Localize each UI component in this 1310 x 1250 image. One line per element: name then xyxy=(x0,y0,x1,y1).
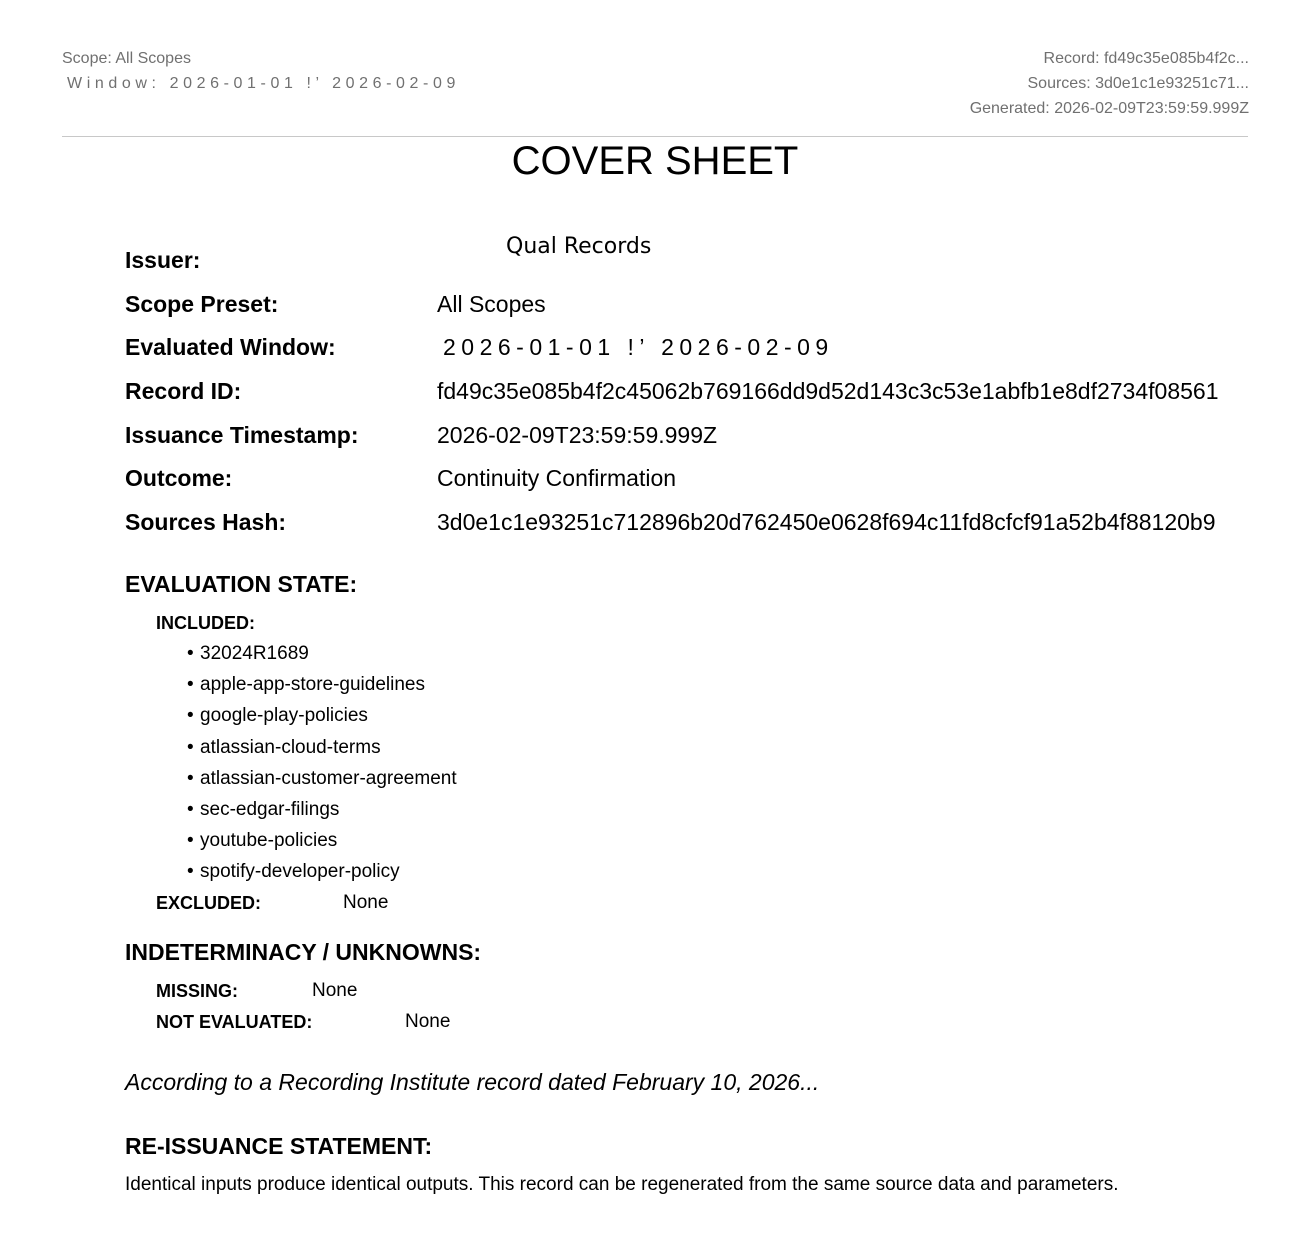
bullet-icon: • xyxy=(187,830,194,852)
bullet-icon: • xyxy=(187,798,194,820)
evaluated-window-value: 2026-01-01 !’ 2026-02-09 xyxy=(443,334,834,360)
narrative-text: According to a Recording Institute record dated February 10, 2026... xyxy=(125,1069,820,1095)
reissuance-text: Identical inputs produce identical outputs. This record can be regenerated from the same source data and parameters. xyxy=(125,1174,1119,1195)
header-right xyxy=(970,46,1249,121)
bullet-icon: • xyxy=(187,736,194,758)
list-item xyxy=(187,768,457,799)
list-item xyxy=(187,705,457,736)
missing-value: None xyxy=(312,980,358,1001)
header-sources: Sources: 3d0e1c1e93251c71... xyxy=(1027,75,1249,92)
list-item xyxy=(187,861,457,892)
issuer-value: Qual Records xyxy=(506,234,652,259)
header-record: Record: fd49c35e085b4f2c... xyxy=(1043,50,1249,67)
bullet-icon: • xyxy=(187,705,194,727)
bullet-icon: • xyxy=(187,861,194,883)
bullet-icon: • xyxy=(187,674,194,696)
bullet-icon: • xyxy=(187,767,194,789)
list-item xyxy=(187,737,457,768)
included-list xyxy=(187,643,457,893)
scope-preset-value: All Scopes xyxy=(437,291,546,317)
included-item: atlassian-customer-agreement xyxy=(200,767,457,789)
header-divider xyxy=(62,136,1248,137)
included-item: atlassian-cloud-terms xyxy=(200,736,381,758)
outcome-label: Outcome: xyxy=(125,465,233,491)
issuer-label: Issuer: xyxy=(125,247,201,273)
missing-label: MISSING: xyxy=(156,981,239,1001)
included-label: INCLUDED: xyxy=(156,613,255,633)
included-item: spotify-developer-policy xyxy=(200,861,400,883)
issuance-timestamp-label: Issuance Timestamp: xyxy=(125,422,359,448)
included-item: google-play-policies xyxy=(200,705,368,727)
header-left xyxy=(62,46,460,96)
list-item xyxy=(187,674,457,705)
included-item: sec-edgar-filings xyxy=(200,798,340,820)
evaluation-state-heading: EVALUATION STATE: xyxy=(125,571,358,597)
header-scope: Scope: All Scopes xyxy=(62,50,191,67)
list-item xyxy=(187,799,457,830)
evaluated-window-label: Evaluated Window: xyxy=(125,334,336,360)
scope-preset-label: Scope Preset: xyxy=(125,291,279,317)
issuance-timestamp-value: 2026-02-09T23:59:59.999Z xyxy=(437,422,718,448)
excluded-label: EXCLUDED: xyxy=(156,893,262,913)
excluded-value: None xyxy=(343,892,389,913)
list-item xyxy=(187,643,457,674)
reissuance-heading: RE-ISSUANCE STATEMENT: xyxy=(125,1133,433,1159)
record-id-label: Record ID: xyxy=(125,378,242,404)
sources-hash-label: Sources Hash: xyxy=(125,509,287,535)
outcome-value: Continuity Confirmation xyxy=(437,465,677,491)
included-item: youtube-policies xyxy=(200,830,338,852)
list-item xyxy=(187,830,457,861)
record-id-value: fd49c35e085b4f2c45062b769166dd9d52d143c3c53e1abfb1e8df2734f08561 xyxy=(437,378,1219,404)
not-evaluated-label: NOT EVALUATED: xyxy=(156,1012,313,1032)
bullet-icon: • xyxy=(187,643,194,664)
header-window: Window: 2026-01-01 !’ 2026-02-09 xyxy=(67,75,460,92)
not-evaluated-value: None xyxy=(405,1011,451,1032)
included-item: apple-app-store-guidelines xyxy=(200,674,425,696)
header-generated: Generated: 2026-02-09T23:59:59.999Z xyxy=(969,100,1249,117)
page-title: COVER SHEET xyxy=(511,139,799,183)
sources-hash-value: 3d0e1c1e93251c712896b20d762450e0628f694c11fd8cfcf91a52b4f88120b9 xyxy=(437,509,1216,535)
indeterminacy-heading: INDETERMINACY / UNKNOWNS: xyxy=(125,939,482,965)
included-item: 32024R1689 xyxy=(200,643,309,664)
